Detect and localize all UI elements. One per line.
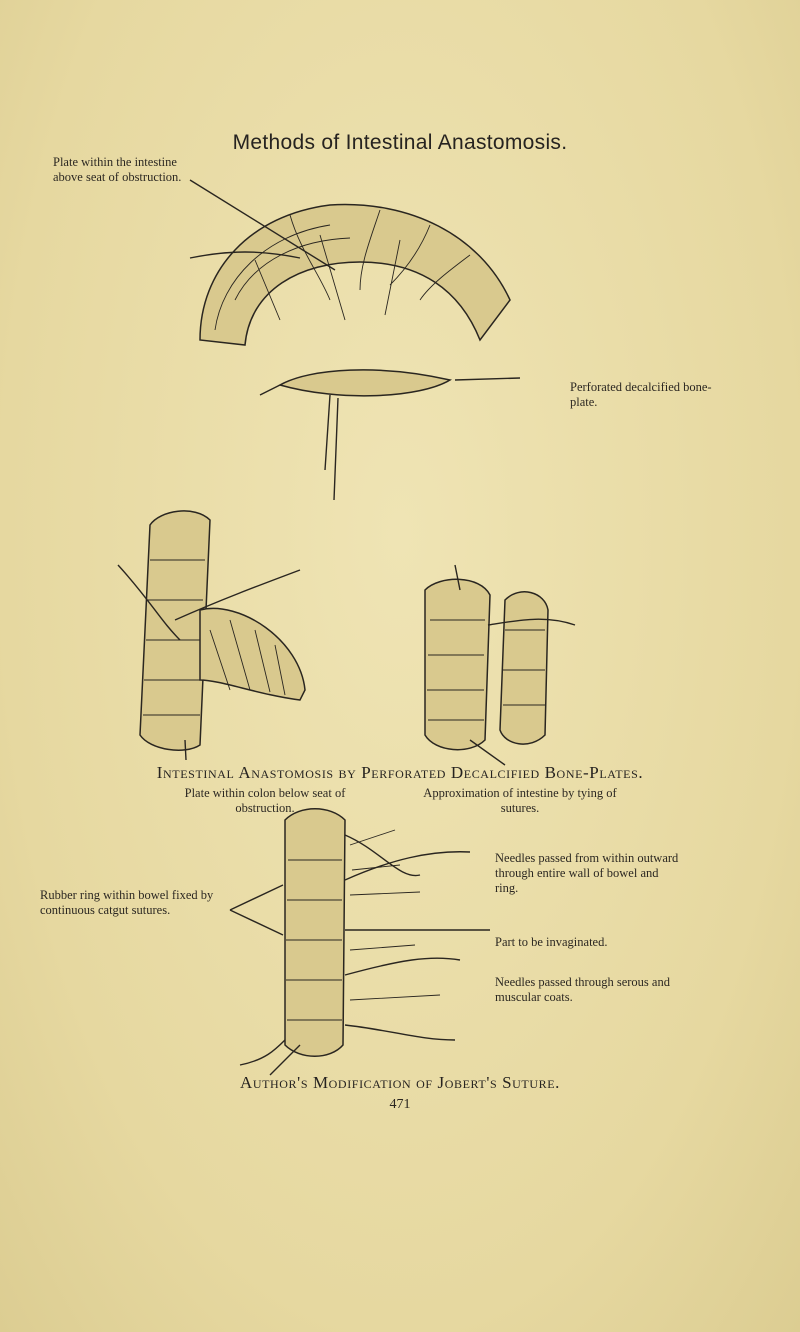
label-approximation-of-intestine: Approximation of intestine by tying of sutures. bbox=[423, 786, 617, 815]
figure-caption-joberts-suture: Author's Modification of Jobert's Suture. bbox=[239, 1073, 561, 1092]
page-number: 471 bbox=[389, 1097, 411, 1112]
label-rubber-ring: Rubber ring within bowel fixed by continuous catgut sutures. bbox=[40, 888, 214, 917]
label-needles-through-entire-wall: Needles passed from within outward through entire wall of bowel and ring. bbox=[495, 851, 679, 895]
label-plate-within-intestine: Plate within the intestine above seat of obstruction. bbox=[53, 155, 182, 184]
label-part-to-be-invaginated: Part to be invaginated. bbox=[495, 935, 608, 949]
label-needles-through-serous-coats: Needles passed through serous and muscular coats. bbox=[495, 975, 670, 1004]
label-perforated-bone-plate: Perforated decalcified bone-plate. bbox=[570, 380, 712, 409]
label-plate-within-colon: Plate within colon below seat of obstruction. bbox=[184, 786, 346, 815]
figure-caption-bone-plates: Intestinal Anastomosis by Perforated Decalcified Bone-Plates. bbox=[156, 763, 644, 782]
page-title: Methods of Intestinal Anastomosis. bbox=[232, 131, 568, 154]
